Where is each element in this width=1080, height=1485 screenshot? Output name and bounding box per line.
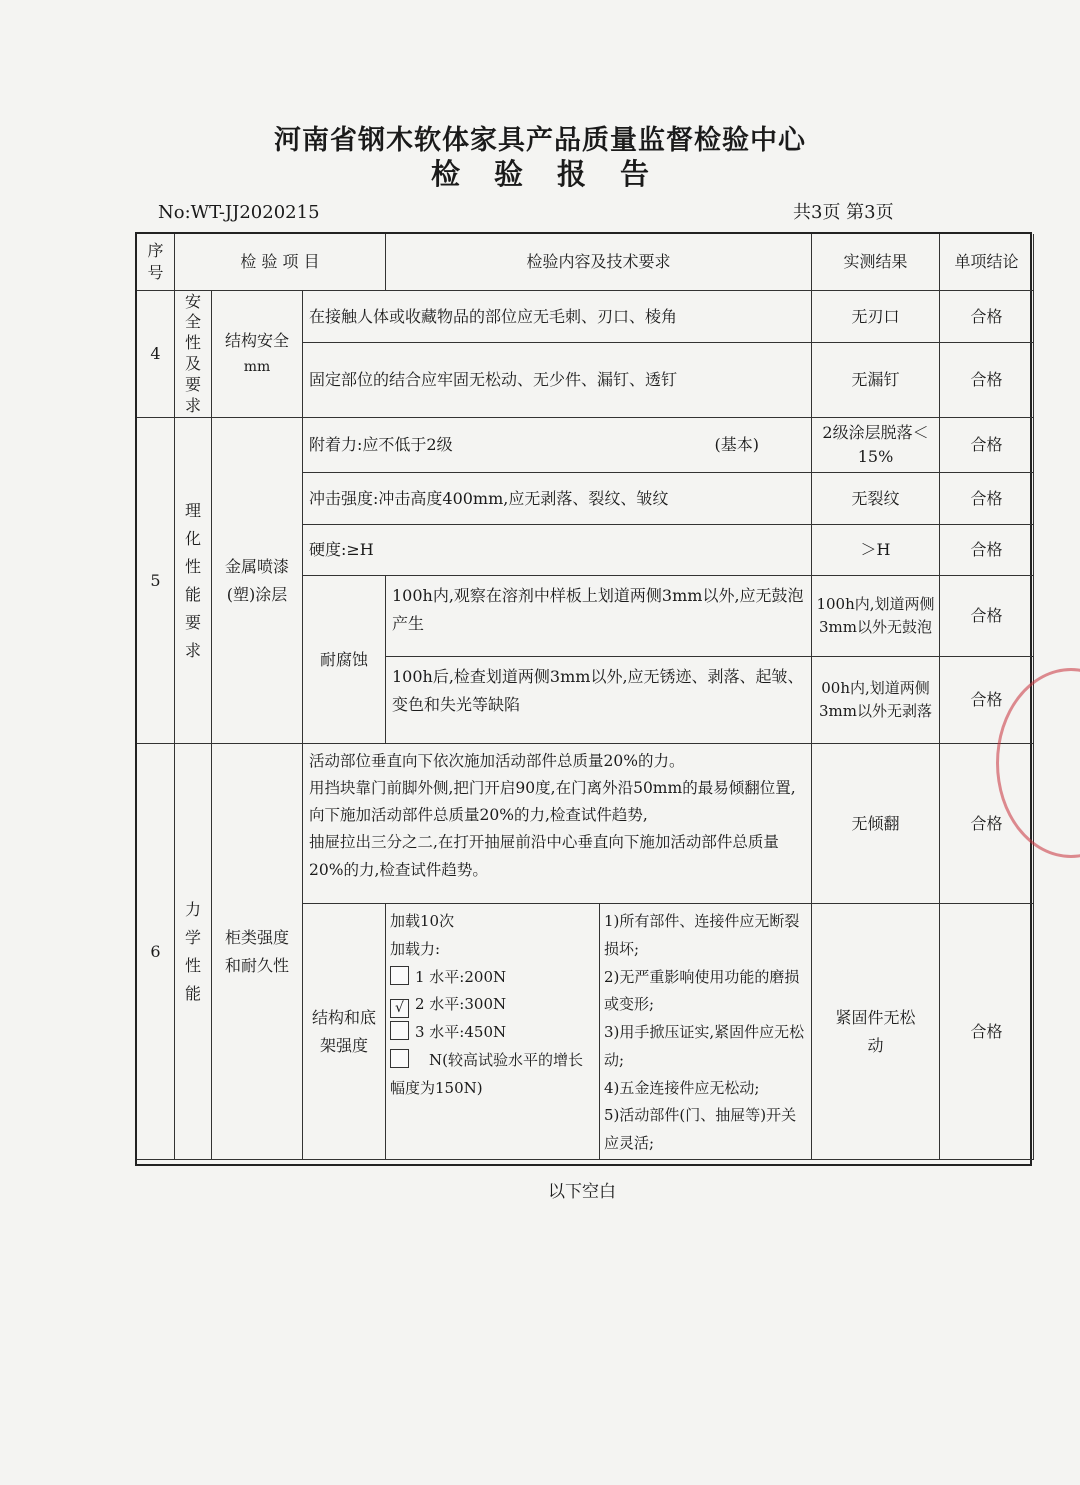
row4-req2: 固定部位的结合应牢固无松动、无少件、漏钉、透钉 — [303, 343, 812, 418]
row4-seq: 4 — [137, 291, 175, 418]
corr1-req: 100h内,观察在溶剂中样板上划道两侧3mm以外,应无鼓泡产生 — [386, 576, 812, 657]
frame-req-1: 1)所有部件、连接件应无断裂损坏; — [604, 912, 800, 958]
inspection-table — [135, 232, 1032, 1166]
load-times: 加载10次 — [390, 912, 455, 930]
row5-seq: 5 — [137, 418, 175, 744]
corr2-res: 00h内,划道两侧3mm以外无剥落 — [812, 657, 940, 744]
hardness-req: 硬度:≥H — [303, 525, 812, 576]
adhesion-note: (基本) — [714, 435, 759, 455]
row6-category: 力 学 性 能 — [175, 744, 212, 1160]
row4-con2: 合格 — [940, 343, 1034, 418]
impact-res: 无裂纹 — [812, 473, 940, 525]
org-title: 河南省钢木软体家具产品质量监督检验中心 — [274, 125, 806, 156]
header-result: 实测结果 — [812, 234, 940, 291]
row4-req1: 在接触人体或收藏物品的部位应无毛刺、刃口、棱角 — [303, 291, 812, 343]
below-blank-note: 以下空白 — [548, 1182, 616, 1202]
row4-category: 安 全 性 及 要 求 — [175, 291, 212, 418]
header-item: 检 验 项 目 — [175, 234, 386, 291]
row4-item-unit: mm — [243, 359, 271, 376]
load-force: 加载力: — [390, 939, 441, 958]
report-number: No:WT-JJ2020215 — [158, 202, 320, 223]
row6-item: 柜类强度和耐久性 — [212, 744, 303, 1160]
header-conclusion: 单项结论 — [940, 234, 1034, 291]
adhesion-req-text: 附着力:应不低于2级 — [309, 435, 453, 455]
corr2-con: 合格 — [940, 657, 1034, 744]
frame-req-4: 4)五金连接件应无松动; — [604, 1078, 760, 1097]
frame-con: 合格 — [940, 904, 1034, 1160]
frame-requirements — [600, 904, 811, 1160]
impact-req: 冲击强度:冲击高度400mm,应无剥落、裂纹、皱纹 — [303, 473, 812, 525]
frame-req-5: 5)活动部件(门、抽屉等)开关应灵活; — [604, 1106, 797, 1152]
tip-res: 无倾翻 — [812, 744, 940, 904]
hardness-res: ＞H — [812, 525, 940, 576]
row4-res2: 无漏钉 — [812, 343, 940, 418]
corr1-res: 100h内,划道两侧3mm以外无鼓泡 — [812, 576, 940, 657]
level-3-checkbox[interactable] — [390, 1021, 409, 1040]
corr1-con: 合格 — [940, 576, 1034, 657]
load-levels — [386, 904, 600, 1160]
level-custom: N(较高试验水平的增长幅度为150N) — [390, 1050, 583, 1097]
adhesion-req — [303, 418, 812, 473]
tip-line-3: 抽屉拉出三分之二,在打开抽屉前沿中心垂直向下施加活动部件总质量20%的力,检查试件趋势。 — [309, 833, 779, 879]
adhesion-con: 合格 — [940, 418, 1034, 473]
level-1-checkbox[interactable] — [390, 966, 409, 985]
row4-con1: 合格 — [940, 291, 1034, 343]
corr2-req: 100h后,检查划道两侧3mm以外,应无锈迹、剥落、起皱、变色和失光等缺陷 — [386, 657, 812, 744]
tip-line-2: 用挡块靠门前脚外侧,把门开启90度,在门离外沿50mm的最易倾翻位置,向下施加活动部件总质量20%的力,检查试件趋势, — [309, 779, 796, 825]
frame-req-2: 2)无严重影响使用功能的磨损或变形; — [604, 967, 800, 1014]
level-2-checkbox[interactable]: √ — [390, 999, 409, 1018]
frame-req-3: 3)用手掀压证实,紧固件应无松动; — [604, 1023, 805, 1069]
hardness-con: 合格 — [940, 525, 1034, 576]
row5-category: 理 化 性 能 要 求 — [175, 418, 212, 744]
row4-item — [212, 291, 303, 418]
row4-res1: 无刃口 — [812, 291, 940, 343]
level-3: 3 水平:450N — [390, 1019, 595, 1047]
frame-req-block — [386, 904, 812, 1160]
level-2: √ 2 水平:300N — [390, 991, 595, 1019]
tip-line-1: 活动部位垂直向下依次施加活动部件总质量20%的力。 — [309, 752, 685, 770]
header-seq: 序 号 — [137, 234, 175, 291]
doc-title: 检验报告 — [430, 157, 683, 191]
row4-item-name: 结构安全 — [224, 331, 289, 351]
frame-label: 结构和底架强度 — [303, 904, 386, 1160]
corrosion-label: 耐腐蚀 — [303, 576, 386, 744]
header-content: 检验内容及技术要求 — [386, 234, 812, 291]
tip-con: 合格 — [940, 744, 1034, 904]
adhesion-res: 2级涂层脱落＜15% — [812, 418, 940, 473]
row5-item: 金属喷漆(塑)涂层 — [212, 418, 303, 744]
page-info: 共3页 第3页 — [793, 202, 894, 223]
level-custom-checkbox[interactable] — [390, 1049, 409, 1068]
impact-con: 合格 — [940, 473, 1034, 525]
frame-res: 紧固件无松动 — [812, 904, 940, 1160]
tip-req — [303, 744, 812, 904]
level-1: 1 水平:200N — [390, 964, 595, 992]
row6-seq: 6 — [137, 744, 175, 1160]
